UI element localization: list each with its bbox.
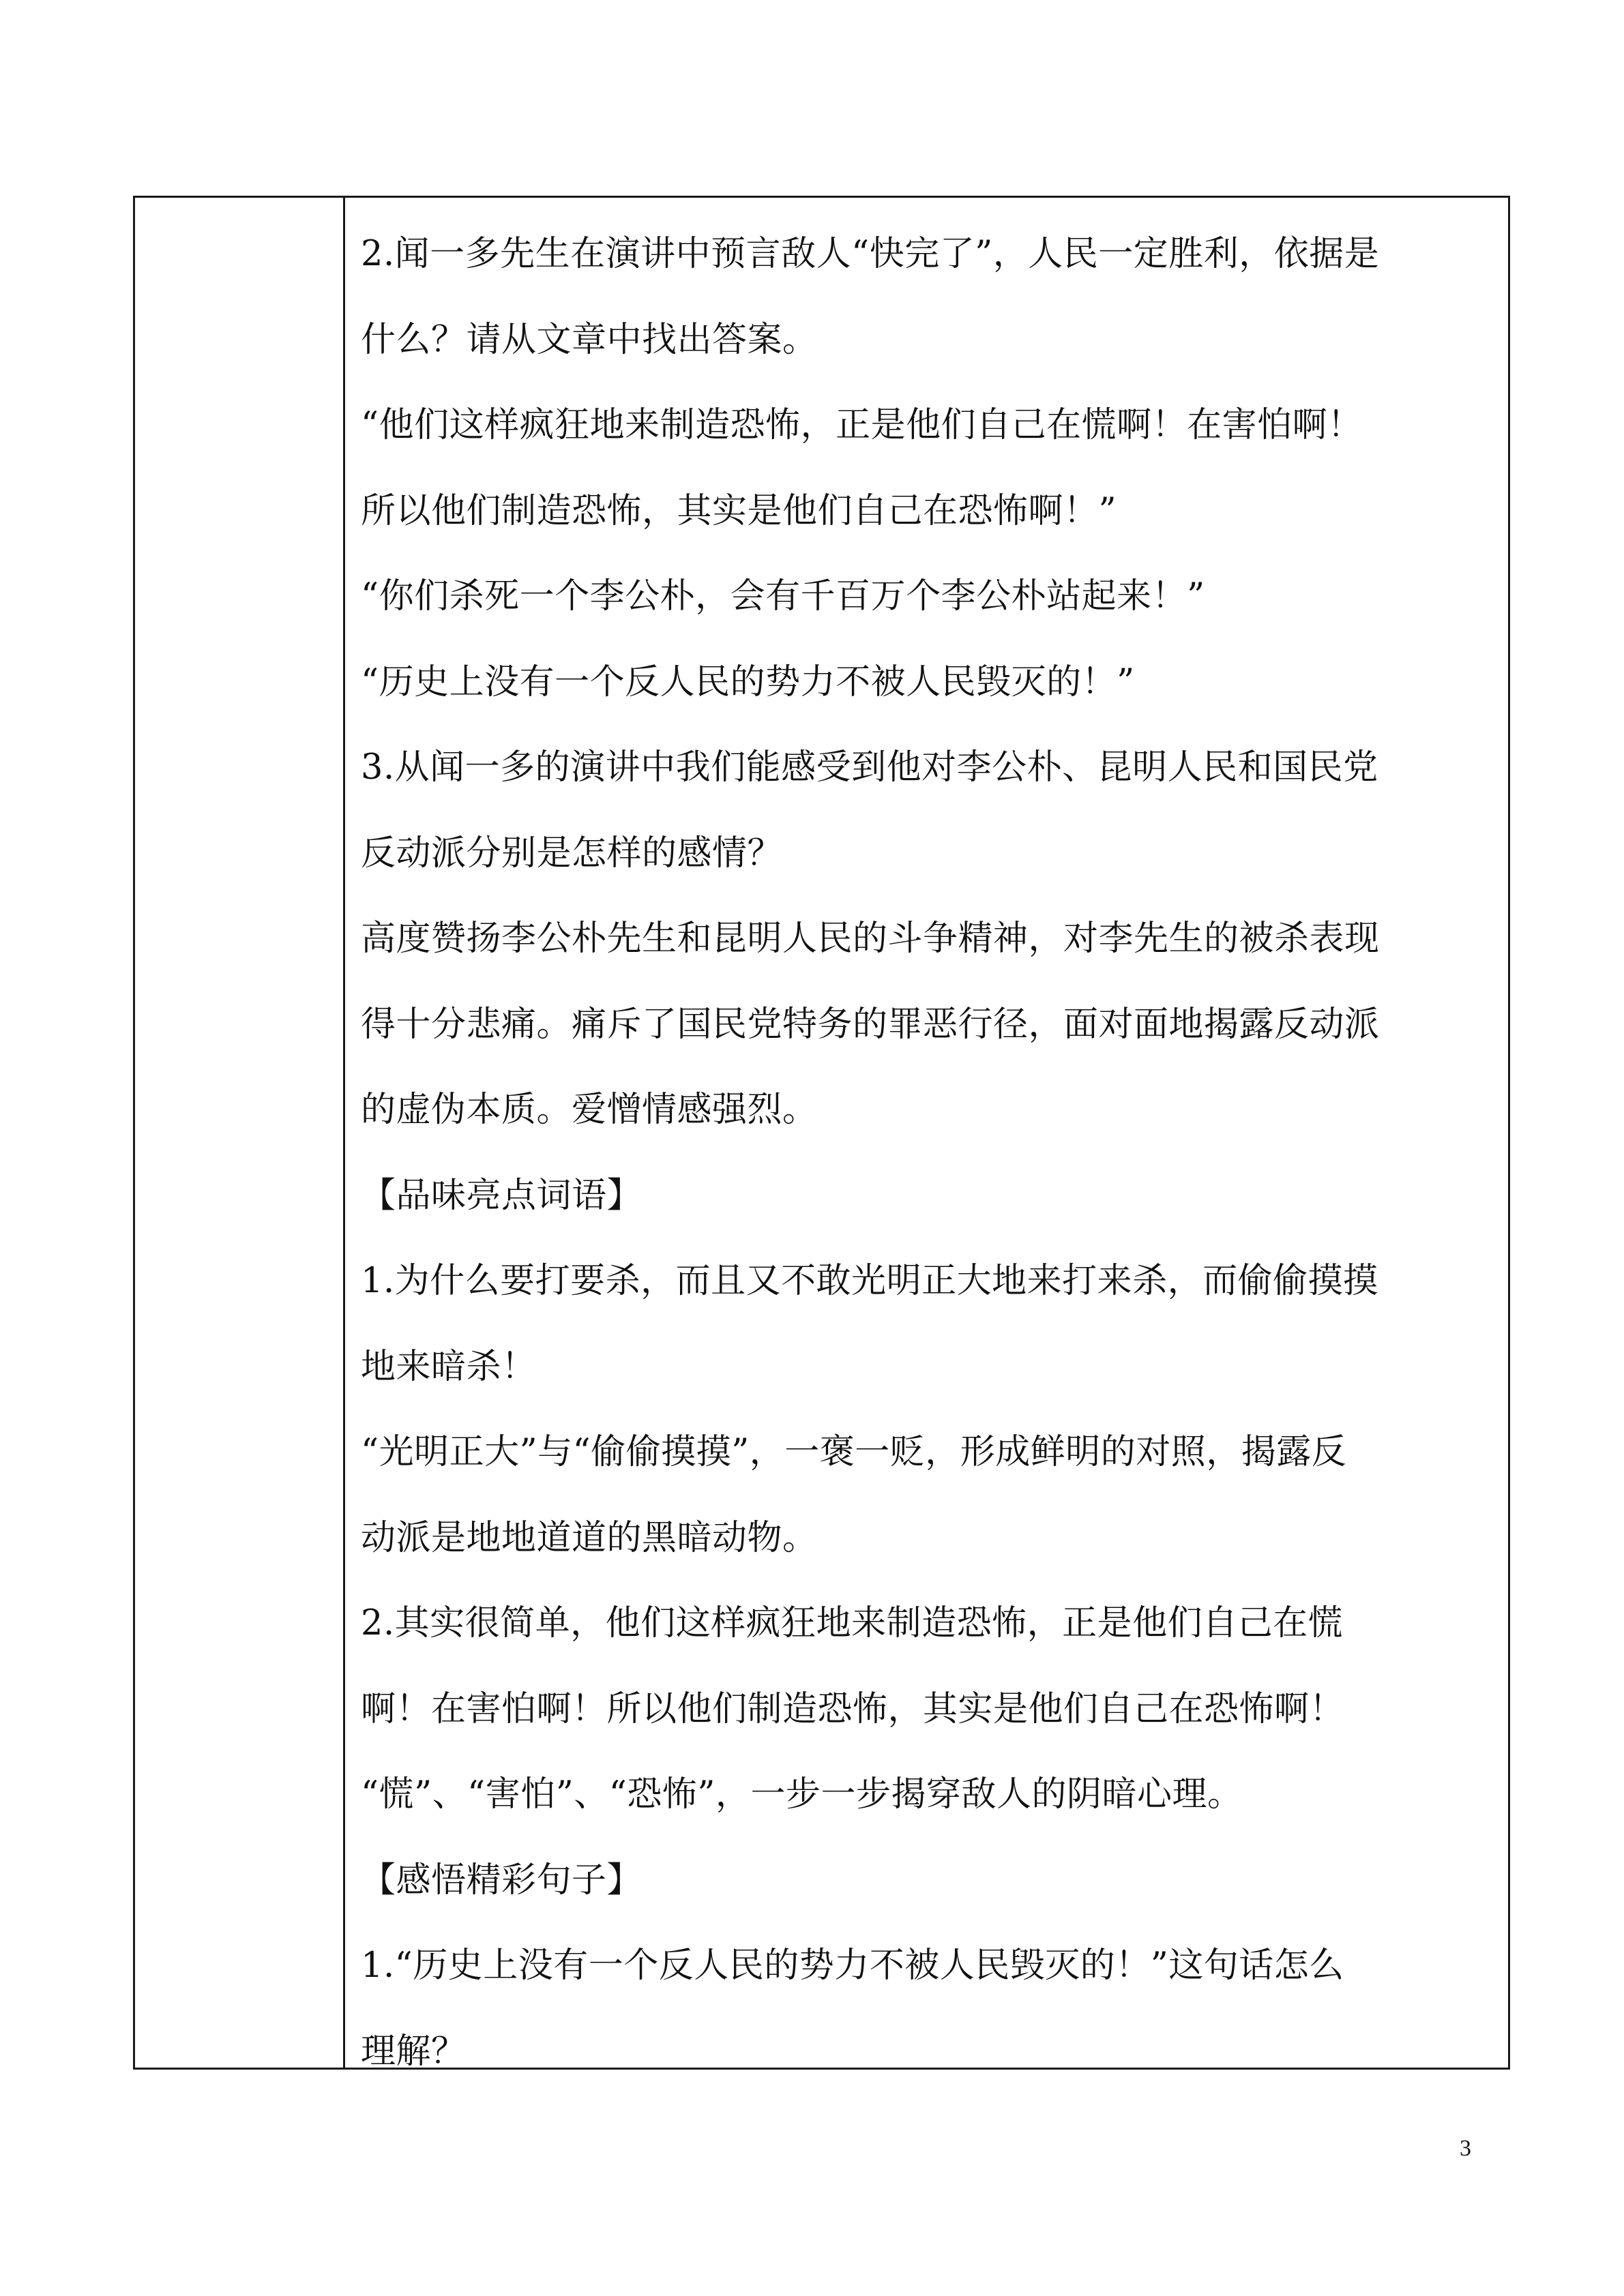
answer-quote-3: “历史上没有一个反人民的势力不被人民毁灭的！” (361, 661, 1135, 702)
left-column-cell (135, 198, 345, 2068)
question-3-line-1: 3.从闻一多的演讲中我们能感受到他对李公朴、昆明人民和国民党 (361, 747, 1378, 788)
question-2-line-1: 2.闻一多先生在演讲中预言敌人“快完了”，人民一定胜利，依据是 (361, 234, 1380, 274)
words-analysis-1-line-2: 动派是地地道道的黑暗动物。 (361, 1517, 818, 1558)
section-heading-words: 【品味亮点词语】 (361, 1175, 643, 1216)
section-heading-sentences: 【感悟精彩句子】 (361, 1860, 643, 1900)
question-3-line-2: 反动派分别是怎样的感情？ (361, 833, 783, 874)
words-item-2-line-1: 2.其实很简单，他们这样疯狂地来制造恐怖，正是他们自己在慌 (361, 1603, 1344, 1643)
answer-3-line-2: 得十分悲痛。痛斥了国民党特务的罪恶行径，面对面地揭露反动派 (361, 1004, 1380, 1045)
answer-quote-1-line-2: 所以他们制造恐怖，其实是他们自己在恐怖啊！” (361, 490, 1117, 531)
answer-quote-1-line-1: “他们这样疯狂地来制造恐怖，正是他们自己在慌啊！在害怕啊！ (361, 405, 1363, 445)
words-item-1-line-2: 地来暗杀！ (361, 1346, 537, 1387)
words-item-1-line-1: 1.为什么要打要杀，而且又不敢光明正大地来打来杀，而偷偷摸摸 (361, 1261, 1378, 1301)
sentences-item-1-line-2: 理解？ (361, 2031, 467, 2072)
answer-3-line-3: 的虚伪本质。爱憎情感强烈。 (361, 1090, 818, 1130)
words-analysis-1-line-1: “光明正大”与“偷偷摸摸”，一褒一贬，形成鲜明的对照，揭露反 (361, 1432, 1347, 1472)
content-cell (347, 198, 1508, 2094)
answer-3-line-1: 高度赞扬李公朴先生和昆明人民的斗争精神，对李先生的被杀表现 (361, 919, 1380, 959)
content-table (133, 196, 1510, 2070)
words-analysis-2: “慌”、“害怕”、“恐怖”，一步一步揭穿敌人的阴暗心理。 (361, 1774, 1243, 1815)
sentences-item-1-line-1: 1.“历史上没有一个反人民的势力不被人民毁灭的！”这句话怎么 (361, 1945, 1344, 1986)
answer-quote-2: “你们杀死一个李公朴，会有千百万个李公朴站起来！” (361, 576, 1205, 616)
question-2-line-2: 什么？请从文章中找出答案。 (361, 319, 818, 360)
page-number: 3 (1460, 2136, 1471, 2161)
words-item-2-line-2: 啊！在害怕啊！所以他们制造恐怖，其实是他们自己在恐怖啊！ (361, 1688, 1345, 1729)
